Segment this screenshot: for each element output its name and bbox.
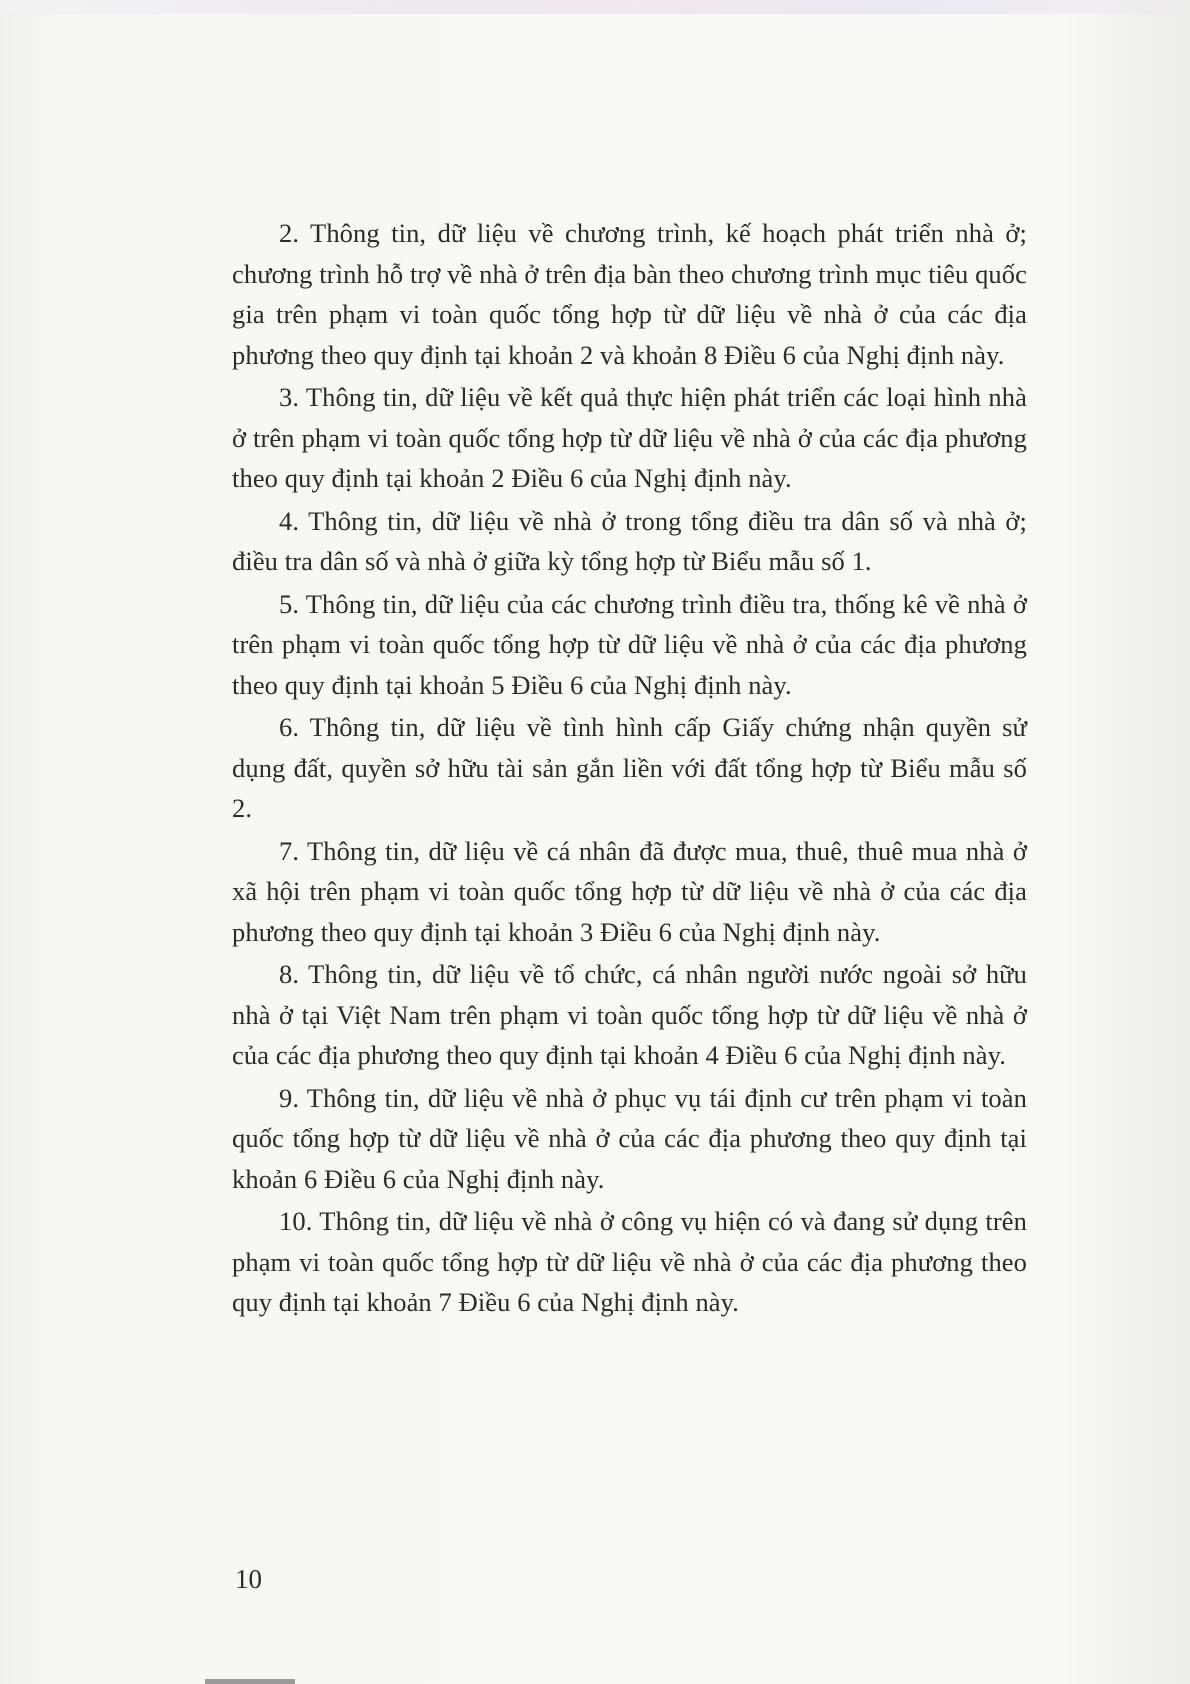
- page-edge-shadow: [1060, 0, 1190, 1684]
- paragraph-4: 4. Thông tin, dữ liệu về nhà ở trong tổng điều tra dân số và nhà ở; điều tra dân số và nhà ở giữa kỳ tổng hợp từ Biểu mẫu số 1.: [232, 505, 1027, 576]
- paragraph-7: 7. Thông tin, dữ liệu về cá nhân đã được mua, thuê, thuê mua nhà ở xã hội trên phạm vi toàn quốc tổng hợp từ dữ liệu về nhà ở của các địa phương theo quy định tại khoản 3 Điều 6 của Nghị định này.: [232, 835, 1027, 947]
- paragraph-6: 6. Thông tin, dữ liệu về tình hình cấp Giấy chứng nhận quyền sử dụng đất, quyền sở hữu tài sản gắn liền với đất tổng hợp từ Biểu mẫu số 2.: [232, 712, 1027, 823]
- bottom-edge-mark: [205, 1679, 295, 1684]
- paragraph-2: 2. Thông tin, dữ liệu về chương trình, kế hoạch phát triển nhà ở; chương trình hỗ trợ về nhà ở trên địa bàn theo chương trình mục tiêu quốc gia trên phạm vi toàn quốc tổng hợp từ dữ liệu về nhà ở của các địa phương theo quy định tại khoản 2 và khoản 8 Điều 6 của Nghị định này.: [232, 218, 1027, 370]
- document-body: [232, 213, 1027, 1325]
- paragraph-3: 3. Thông tin, dữ liệu về kết quả thực hiện phát triển các loại hình nhà ở trên phạm vi toàn quốc tổng hợp từ dữ liệu về nhà ở của các địa phương theo quy định tại khoản 2 Điều 6 của Nghị định này.: [232, 382, 1027, 493]
- paragraph-5: 5. Thông tin, dữ liệu của các chương trình điều tra, thống kê về nhà ở trên phạm vi toàn quốc tổng hợp từ dữ liệu về nhà ở của các địa phương theo quy định tại khoản 5 Điều 6 của Nghị định này.: [232, 588, 1027, 700]
- top-edge-strip: [0, 0, 1190, 14]
- paragraph-10: 10. Thông tin, dữ liệu về nhà ở công vụ hiện có và đang sử dụng trên phạm vi toàn quốc tổng hợp từ dữ liệu về nhà ở của các địa phương theo quy định tại khoản 7 Điều 6 của Nghị định này.: [232, 1206, 1027, 1317]
- paragraph-9: 9. Thông tin, dữ liệu về nhà ở phục vụ tái định cư trên phạm vi toàn quốc tổng hợp từ dữ liệu về nhà ở của các địa phương theo quy định tại khoản 6 Điều 6 của Nghị định này.: [232, 1082, 1027, 1194]
- page-number: 10: [235, 1564, 262, 1594]
- paragraph-8: 8. Thông tin, dữ liệu về tổ chức, cá nhân người nước ngoài sở hữu nhà ở tại Việt Nam trên phạm vi toàn quốc tổng hợp từ dữ liệu về nhà ở của các địa phương theo quy định tại khoản 4 Điều 6 của Nghị định này.: [232, 959, 1027, 1070]
